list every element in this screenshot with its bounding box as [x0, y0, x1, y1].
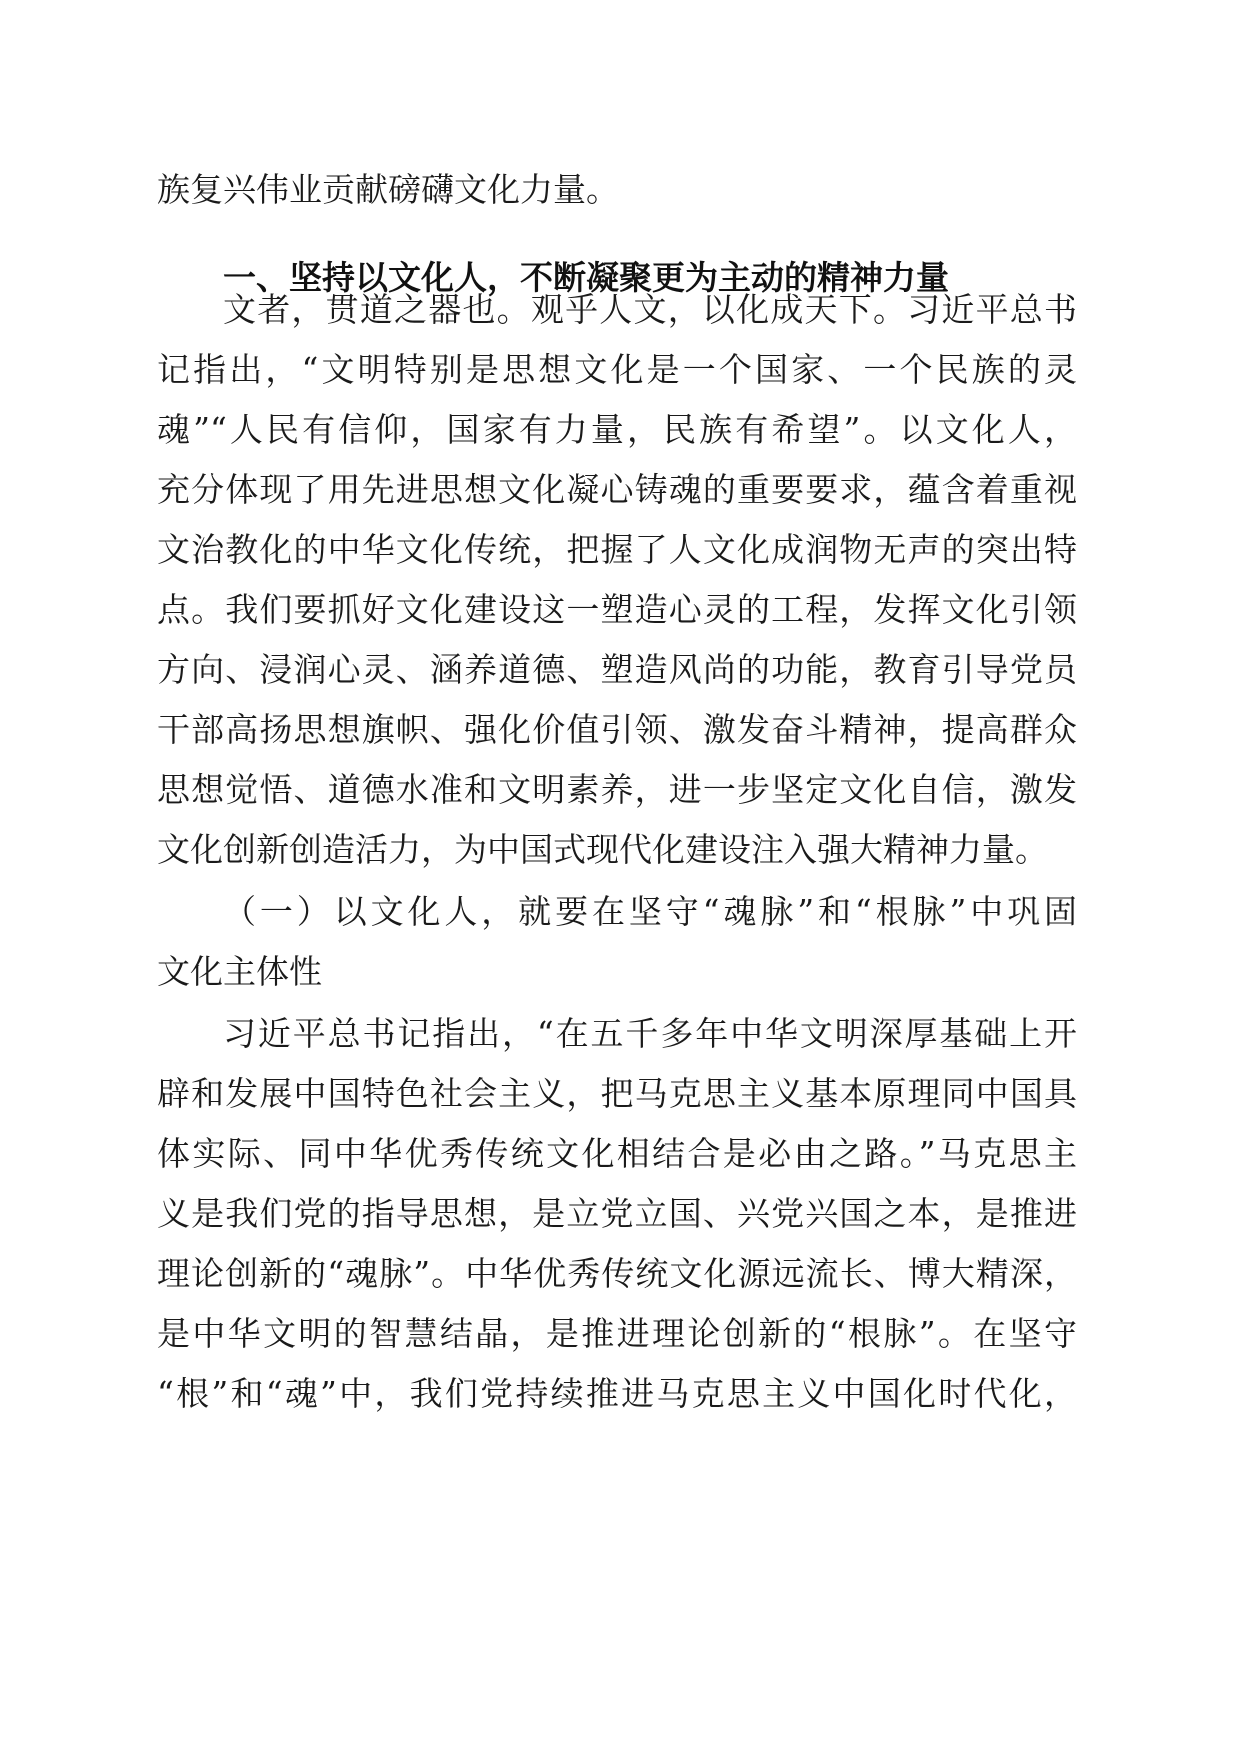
paragraph-line: 充分体现了用先进思想文化凝心铸魂的重要要求，蕴含着重视: [157, 470, 1077, 509]
paragraph-line: 义是我们党的指导思想，是立党立国、兴党兴国之本，是推进: [157, 1194, 1077, 1233]
paragraph-line: 族复兴伟业贡献磅礴文化力量。: [157, 170, 619, 209]
paragraph-line: 记指出，“文明特别是思想文化是一个国家、一个民族的灵: [157, 350, 1077, 389]
paragraph-line: 点。我们要抓好文化建设这一塑造心灵的工程，发挥文化引领: [157, 590, 1077, 629]
paragraph-line: 辟和发展中国特色社会主义，把马克思主义基本原理同中国具: [157, 1074, 1077, 1113]
paragraph-line: 方向、浸润心灵、涵养道德、塑造风尚的功能，教育引导党员: [157, 650, 1077, 689]
paragraph-line: 干部高扬思想旗帜、强化价值引领、激发奋斗精神，提高群众: [157, 710, 1077, 749]
paragraph-line: “根”和“魂”中，我们党持续推进马克思主义中国化时代化，: [157, 1374, 1077, 1413]
subheading-line: （一）以文化人，就要在坚守“魂脉”和“根脉”中巩固: [223, 892, 1077, 931]
paragraph-line: 文治教化的中华文化传统，把握了人文化成润物无声的突出特: [157, 530, 1077, 569]
paragraph-line: 文者，贯道之器也。观乎人文，以化成天下。习近平总书: [223, 290, 1077, 329]
paragraph-line: 文化创新创造活力，为中国式现代化建设注入强大精神力量。: [157, 830, 1048, 869]
paragraph-line: 体实际、同中华优秀传统文化相结合是必由之路。”马克思主: [157, 1134, 1077, 1173]
paragraph-line: 理论创新的“魂脉”。中华优秀传统文化源远流长、博大精深，: [157, 1254, 1077, 1293]
subheading-line: 文化主体性: [157, 952, 322, 991]
paragraph-line: 思想觉悟、道德水准和文明素养，进一步坚定文化自信，激发: [157, 770, 1077, 809]
paragraph-line: 习近平总书记指出，“在五千多年中华文明深厚基础上开: [223, 1014, 1077, 1053]
section-heading: 一、坚持以文化人，不断凝聚更为主动的精神力量: [223, 258, 949, 297]
paragraph-line: 魂”“人民有信仰，国家有力量，民族有希望”。以文化人，: [157, 410, 1077, 449]
paragraph-line: 是中华文明的智慧结晶，是推进理论创新的“根脉”。在坚守: [157, 1314, 1077, 1353]
